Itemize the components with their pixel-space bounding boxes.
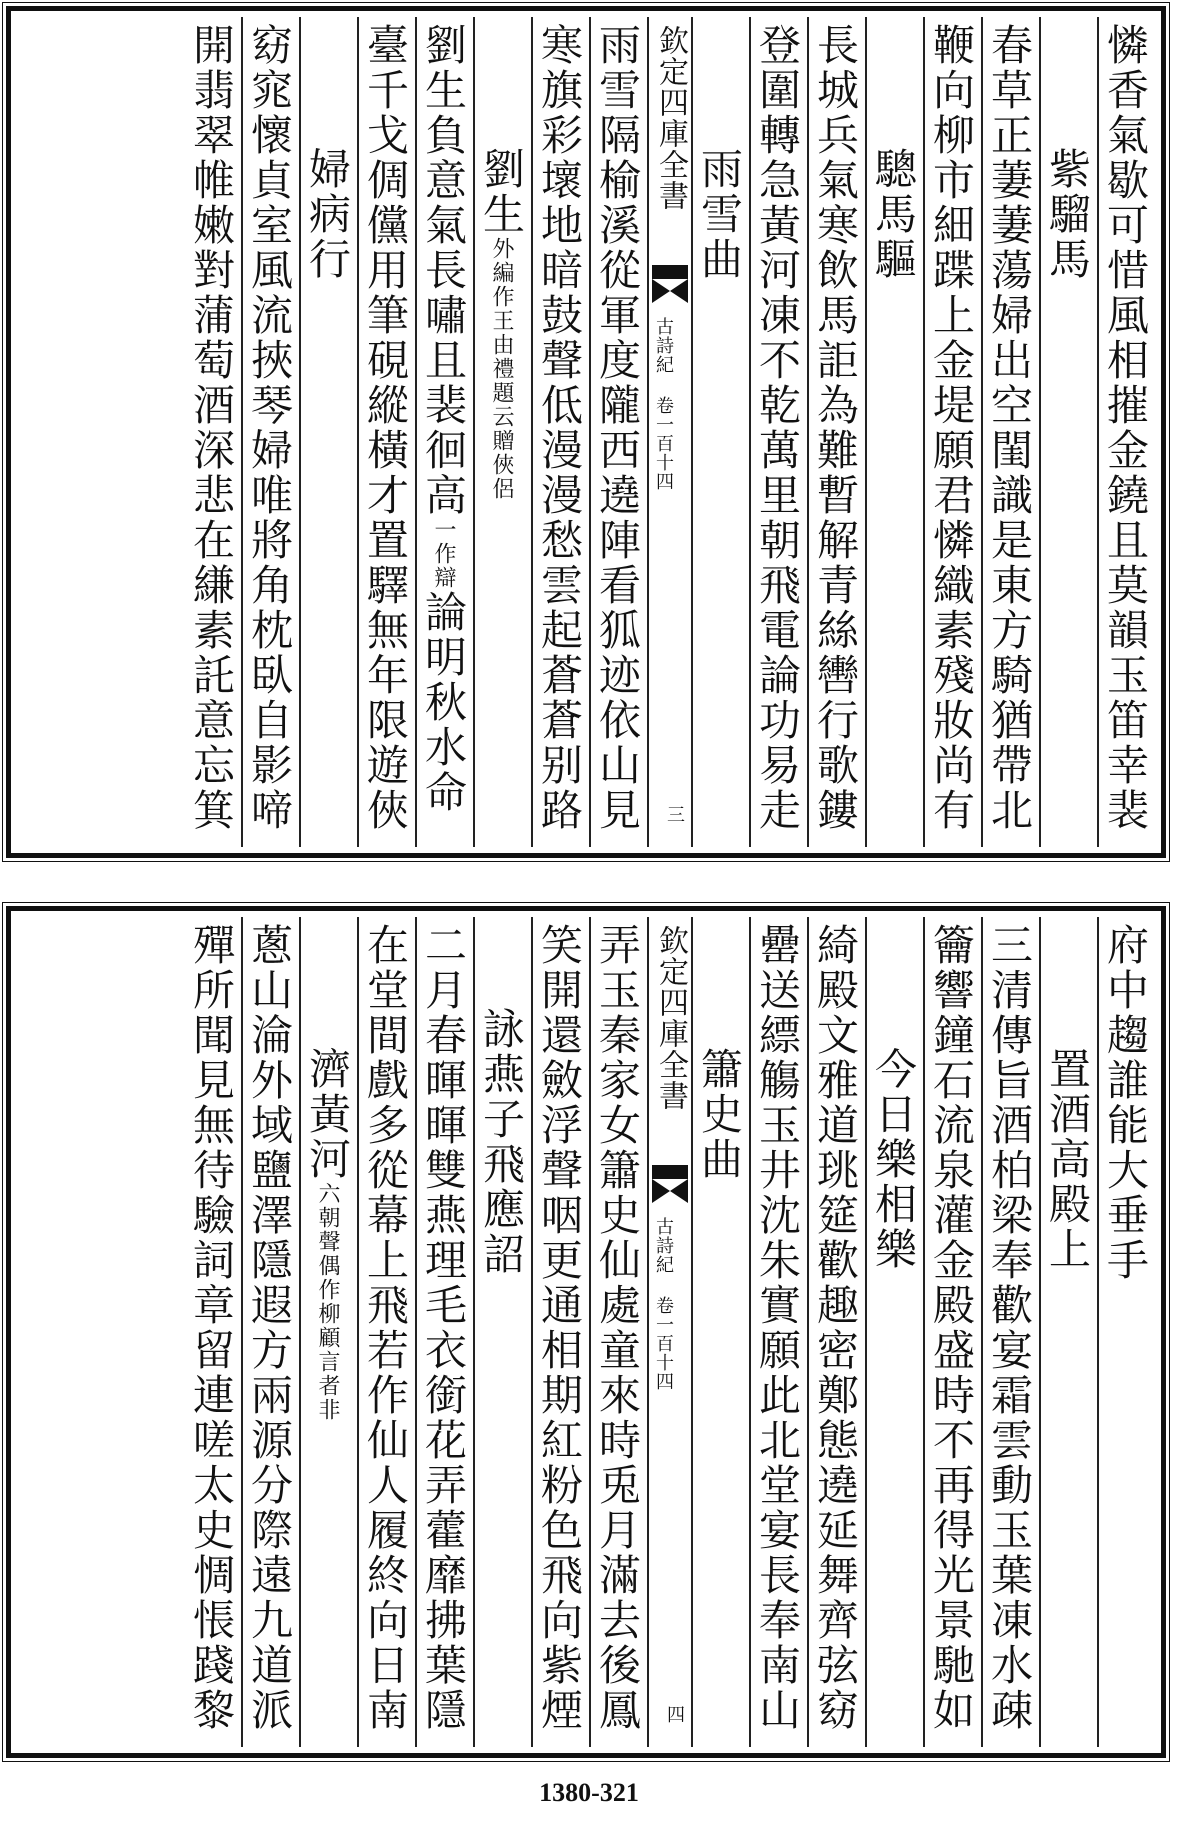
volume-label: 古詩紀 卷一百十四 (653, 1217, 674, 1391)
poem-title: 濟黃河 (303, 1047, 352, 1182)
annotation-note: 外編作王由禮題云贈俠侶 (489, 237, 514, 501)
text-column: 綺殿文雅道珧筵歡趣密鄭態遶延舞齊弦窈 (807, 917, 865, 1747)
annotation-note: 六朝聲偶作柳顧言者非 (315, 1182, 340, 1422)
book-spine-center (647, 917, 691, 1747)
line-text: 論明秋水命 (419, 590, 468, 815)
text-column: 雨雪隔榆溪從軍度隴西遶陣看狐迹依山見 (589, 17, 647, 847)
poem-title-column: 簫史曲 (691, 917, 749, 1747)
text-column: 在堂間戲多從幕上飛若作仙人履終向日南 (357, 917, 415, 1747)
poem-title-column (473, 17, 531, 847)
line-text: 劉生負意氣長嘯且裴徊高 (419, 23, 468, 518)
poem-title-column: 紫騮馬 (1039, 17, 1097, 847)
text-column: 殫所聞見無待驗詞章留連嗟太史惆悵踐黎 (187, 923, 236, 1733)
poem-title-column: 置酒高殿上 (1039, 917, 1097, 1747)
text-column: 春草正萋萋蕩婦出空閨識是東方騎猶帶北 (981, 17, 1039, 847)
text-column: 鞭向柳市細蹀上金堤願君憐織素殘妝尚有 (923, 17, 981, 847)
page-number: 三 (664, 805, 685, 823)
text-column: 臺千戈倜儻用筆硯縱橫才置驛無年限遊俠 (357, 17, 415, 847)
poem-title: 劉生 (477, 147, 526, 237)
text-column: 登圍轉急黃河凍不乾萬里朝飛電論功易走 (749, 17, 807, 847)
page-footer-number: 1380-321 (539, 1778, 639, 1807)
poem-title-column (299, 917, 357, 1747)
poem-title-column: 雨雪曲 (691, 17, 749, 847)
book-title: 欽定四庫全書 (653, 925, 688, 1111)
text-column: 窈窕懷貞室風流挾琴婦唯將角枕臥自影啼 (241, 17, 299, 847)
poem-title-column: 婦病行 (299, 17, 357, 847)
text-column: 二月春暉暉雙燕理毛衣銜花弄藿靡拂葉隱 (415, 917, 473, 1747)
fish-tail-mark-icon (652, 1165, 688, 1205)
poem-title-column: 驄馬驅 (865, 17, 923, 847)
page-number: 四 (664, 1705, 685, 1723)
text-column: 長城兵氣寒飲馬詎為難暫解青絲轡行歌鏤 (807, 17, 865, 847)
volume-label: 古詩紀 卷一百十四 (653, 317, 674, 491)
text-column (415, 17, 473, 847)
book-title: 欽定四庫全書 (653, 25, 688, 211)
poem-title-column: 詠燕子飛應詔 (473, 917, 531, 1747)
text-column: 罍送縹觴玉井沈朱實願此北堂宴長奉南山 (749, 917, 807, 1747)
fish-tail-mark-icon (652, 265, 688, 305)
text-column: 府中趨誰能大垂手 (1097, 917, 1155, 1747)
text-column: 開翡翠帷嫩對蒲萄酒深悲在縑素託意忘箕 (187, 23, 236, 833)
text-column: 弄玉秦家女簫史仙處童來時兎月滿去後鳳 (589, 917, 647, 1747)
text-column: 蔥山淪外域鹽澤隱遐方兩源分際遠九道派 (241, 917, 299, 1747)
book-spine-center (647, 17, 691, 847)
text-column: 寒旗彩壞地暗鼓聲低漫漫愁雲起蒼蒼别路 (531, 17, 589, 847)
text-column: 憐香氣歇可惜風相摧金鐃且莫韻玉笛幸裴 (1097, 17, 1155, 847)
page-panel-top (6, 6, 1166, 858)
text-column: 三清傳旨酒柏梁奉歡宴霜雲動玉葉凍水疎 (981, 917, 1039, 1747)
poem-title-column: 今日樂相樂 (865, 917, 923, 1747)
page-panel-bottom (6, 906, 1166, 1758)
text-column: 籥響鐘石流泉灌金殿盛時不再得光景馳如 (923, 917, 981, 1747)
annotation-note: 一作辯 (431, 518, 456, 590)
text-column: 笑開還斂浮聲咽更通相期紅粉色飛向紫煙 (531, 917, 589, 1747)
